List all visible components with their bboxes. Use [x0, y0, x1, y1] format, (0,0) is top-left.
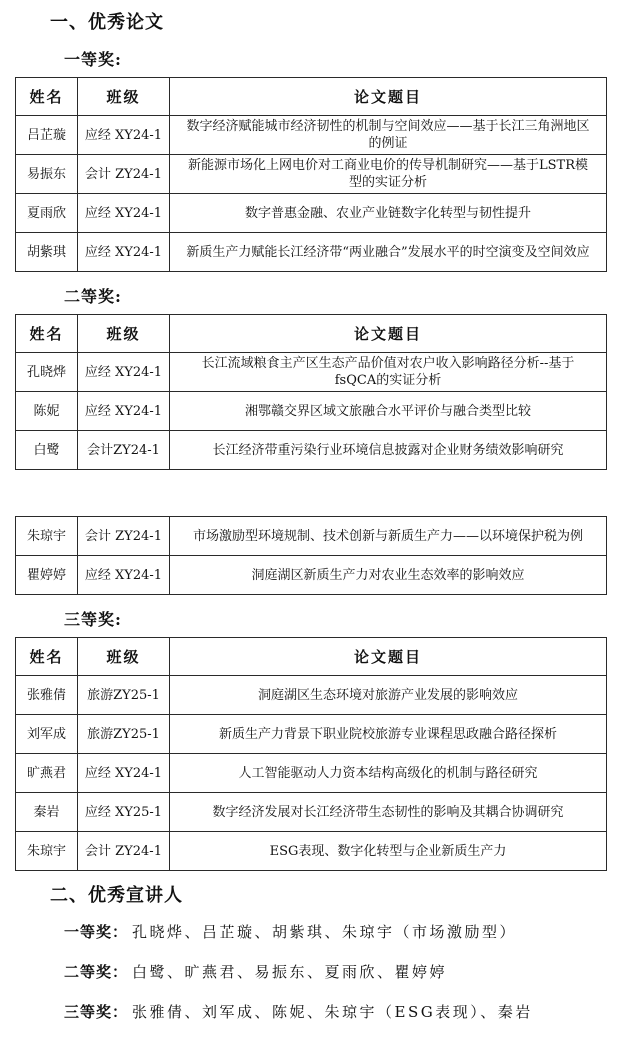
- column-header-name: 姓名: [16, 78, 78, 116]
- speaker-line: [64, 1002, 620, 1022]
- table-header-row: [16, 78, 607, 116]
- paper-title-cell: 洞庭湖区生态环境对旅游产业发展的影响效应: [170, 676, 607, 715]
- speaker-prize-label: 三等奖：: [64, 1003, 129, 1021]
- table-row: [16, 392, 607, 431]
- student-name-cell: 旷燕君: [16, 754, 78, 793]
- student-class-cell: 应经 XY24-1: [78, 556, 170, 595]
- table-row: [16, 155, 607, 194]
- paper-title-cell: 新质生产力背景下职业院校旅游专业课程思政融合路径探析: [170, 715, 607, 754]
- table-row: [16, 754, 607, 793]
- paper-title-cell: 新能源市场化上网电价对工商业电价的传导机制研究——基于LSTR模型的实证分析: [170, 155, 607, 194]
- paper-title-cell: 数字经济发展对长江经济带生态韧性的影响及其耦合协调研究: [170, 793, 607, 832]
- column-header-title: 论文题目: [170, 638, 607, 676]
- table-row: [16, 233, 607, 272]
- speaker-prize-label: 一等奖：: [64, 923, 129, 941]
- table-row: [16, 194, 607, 233]
- student-class-cell: 会计 ZY24-1: [78, 832, 170, 871]
- paper-title-cell: 数字普惠金融、农业产业链数字化转型与韧性提升: [170, 194, 607, 233]
- second-prize-table-part1: [15, 314, 607, 470]
- column-header-class: 班级: [78, 638, 170, 676]
- column-header-class: 班级: [78, 78, 170, 116]
- student-name-cell: 朱琼宇: [16, 832, 78, 871]
- paper-title-cell: ESG表现、数字化转型与企业新质生产力: [170, 832, 607, 871]
- table-row: [16, 116, 607, 155]
- table-row: [16, 715, 607, 754]
- paper-title-cell: 洞庭湖区新质生产力对农业生态效率的影响效应: [170, 556, 607, 595]
- column-header-title: 论文题目: [170, 78, 607, 116]
- column-header-class: 班级: [78, 315, 170, 353]
- student-name-cell: 朱琼宇: [16, 517, 78, 556]
- paper-title-cell: 长江经济带重污染行业环境信息披露对企业财务绩效影响研究: [170, 431, 607, 470]
- speaker-line: [64, 962, 620, 982]
- paper-title-cell: 数字经济赋能城市经济韧性的机制与空间效应——基于长江三角洲地区的例证: [170, 116, 607, 155]
- student-class-cell: 应经 XY24-1: [78, 392, 170, 431]
- student-name-cell: 刘军成: [16, 715, 78, 754]
- first-prize-table: [15, 77, 607, 272]
- student-class-cell: 应经 XY24-1: [78, 194, 170, 233]
- table-row: [16, 431, 607, 470]
- column-header-title: 论文题目: [170, 315, 607, 353]
- table-header-row: [16, 638, 607, 676]
- table-row: [16, 832, 607, 871]
- speaker-line: [64, 922, 620, 942]
- speaker-names: 张雅倩、刘军成、陈妮、朱琼宇（ESG表现）、秦岩: [132, 1003, 533, 1021]
- column-header-name: 姓名: [16, 315, 78, 353]
- table-row: [16, 517, 607, 556]
- student-name-cell: 白鹭: [16, 431, 78, 470]
- student-name-cell: 瞿婷婷: [16, 556, 78, 595]
- student-name-cell: 秦岩: [16, 793, 78, 832]
- second-prize-label: 二等奖:: [64, 287, 122, 306]
- column-header-name: 姓名: [16, 638, 78, 676]
- student-class-cell: 旅游ZY25-1: [78, 676, 170, 715]
- student-class-cell: 应经 XY24-1: [78, 233, 170, 272]
- student-class-cell: 会计 ZY24-1: [78, 155, 170, 194]
- first-prize-label: 一等奖:: [64, 50, 122, 69]
- student-name-cell: 吕芷璇: [16, 116, 78, 155]
- table-header-row: [16, 315, 607, 353]
- student-class-cell: 会计ZY24-1: [78, 431, 170, 470]
- table-row: [16, 676, 607, 715]
- paper-title-cell: 人工智能驱动人力资本结构高级化的机制与路径研究: [170, 754, 607, 793]
- speaker-names: 孔晓烨、吕芷璇、胡紫琪、朱琼宇（市场激励型）: [132, 923, 518, 941]
- table-row: [16, 556, 607, 595]
- student-class-cell: 应经 XY24-1: [78, 353, 170, 392]
- table-row: [16, 793, 607, 832]
- student-class-cell: 应经 XY24-1: [78, 754, 170, 793]
- section-title-papers: 一、优秀论文: [50, 12, 164, 33]
- student-name-cell: 胡紫琪: [16, 233, 78, 272]
- student-name-cell: 孔晓烨: [16, 353, 78, 392]
- paper-title-cell: 市场激励型环境规制、技术创新与新质生产力——以环境保护税为例: [170, 517, 607, 556]
- student-class-cell: 应经 XY24-1: [78, 116, 170, 155]
- student-class-cell: 会计 ZY24-1: [78, 517, 170, 556]
- student-name-cell: 陈妮: [16, 392, 78, 431]
- student-name-cell: 易振东: [16, 155, 78, 194]
- paper-title-cell: 湘鄂赣交界区域文旅融合水平评价与融合类型比较: [170, 392, 607, 431]
- speaker-prize-label: 二等奖：: [64, 963, 129, 981]
- student-name-cell: 夏雨欣: [16, 194, 78, 233]
- student-class-cell: 旅游ZY25-1: [78, 715, 170, 754]
- speaker-lines: [0, 922, 620, 1022]
- speaker-names: 白鹭、旷燕君、易振东、夏雨欣、瞿婷婷: [132, 963, 448, 981]
- paper-title-cell: 长江流域粮食主产区生态产品价值对农户收入影响路径分析--基于fsQCA的实证分析: [170, 353, 607, 392]
- third-prize-label: 三等奖:: [64, 610, 122, 629]
- section-title-speakers: 二、优秀宣讲人: [50, 885, 183, 906]
- student-name-cell: 张雅倩: [16, 676, 78, 715]
- table-row: [16, 353, 607, 392]
- paper-title-cell: 新质生产力赋能长江经济带“两业融合”发展水平的时空演变及空间效应: [170, 233, 607, 272]
- student-class-cell: 应经 XY25-1: [78, 793, 170, 832]
- second-prize-table-part2: [15, 516, 607, 595]
- third-prize-table: [15, 637, 607, 871]
